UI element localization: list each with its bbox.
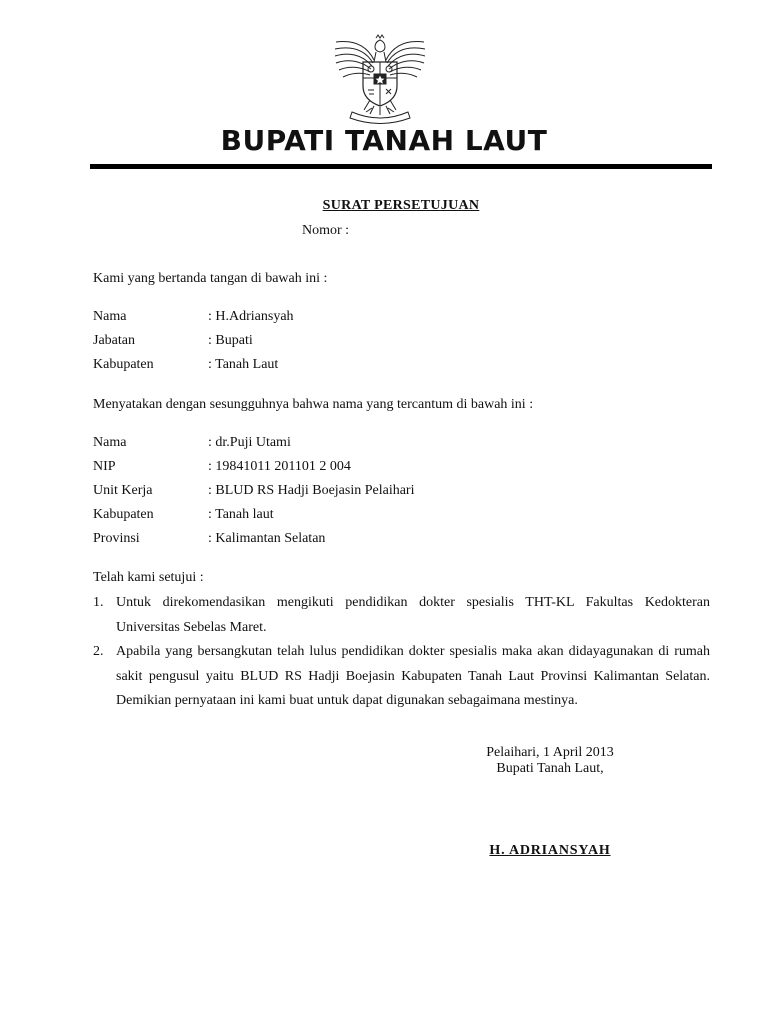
field-label: Nama	[93, 309, 127, 324]
letterhead-title: BUPATI TANAH LAUT	[220, 124, 548, 157]
signer-name-row	[93, 309, 693, 329]
approval-item	[93, 591, 710, 640]
item-number: 2.	[93, 644, 104, 659]
item-text: Apabila yang bersangkutan telah lulus pendidikan dokter spesialis maka akan didayagunakan di rumah sakit pengusul yaitu BLUD RS Hadji Boejasin Kabupaten Tanah Laut Provinsi Kalimantan Selatan. Demikian pernyataan ini kami buat untuk dapat digunakan sebagaimana mestinya.	[116, 644, 710, 708]
signature-name: H. ADRIANSYAH	[489, 843, 611, 858]
field-value: : Kalimantan Selatan	[208, 531, 326, 546]
signer-regency-row	[93, 357, 693, 377]
field-label: Jabatan	[93, 333, 135, 348]
subject-province-row	[93, 531, 693, 551]
garuda-emblem-icon	[330, 34, 430, 124]
signer-position-row	[93, 333, 693, 353]
field-value: : Tanah laut	[208, 507, 274, 522]
intro-text: Kami yang bertanda tangan di bawah ini :	[93, 271, 328, 286]
item-number: 1.	[93, 595, 104, 610]
signature-position: Bupati Tanah Laut,	[496, 761, 604, 776]
field-value: : H.Adriansyah	[208, 309, 294, 324]
document-title: SURAT PERSETUJUAN	[322, 198, 480, 213]
field-label: Unit Kerja	[93, 483, 153, 498]
field-label: Kabupaten	[93, 507, 154, 522]
approval-item	[93, 640, 710, 714]
field-value: : dr.Puji Utami	[208, 435, 291, 450]
field-value: : BLUD RS Hadji Boejasin Pelaihari	[208, 483, 415, 498]
subject-regency-row	[93, 507, 693, 527]
field-value: : 19841011 201101 2 004	[208, 459, 351, 474]
subject-nip-row	[93, 459, 693, 479]
field-label: Provinsi	[93, 531, 140, 546]
signature-place-date: Pelaihari, 1 April 2013	[486, 745, 614, 760]
statement-text: Menyatakan dengan sesungguhnya bahwa nama yang tercantum di bawah ini :	[93, 397, 534, 412]
header-divider	[90, 164, 712, 169]
field-label: Kabupaten	[93, 357, 154, 372]
field-value: : Tanah Laut	[208, 357, 279, 372]
field-value: : Bupati	[208, 333, 253, 348]
document-number-label: Nomor :	[302, 223, 350, 238]
field-label: NIP	[93, 459, 116, 474]
item-text: Untuk direkomendasikan mengikuti pendidikan dokter spesialis THT-KL Fakultas Kedokteran Universitas Sebelas Maret.	[116, 595, 710, 635]
field-label: Nama	[93, 435, 127, 450]
subject-unit-row	[93, 483, 693, 503]
approval-intro: Telah kami setujui :	[93, 570, 204, 585]
subject-name-row	[93, 435, 693, 455]
